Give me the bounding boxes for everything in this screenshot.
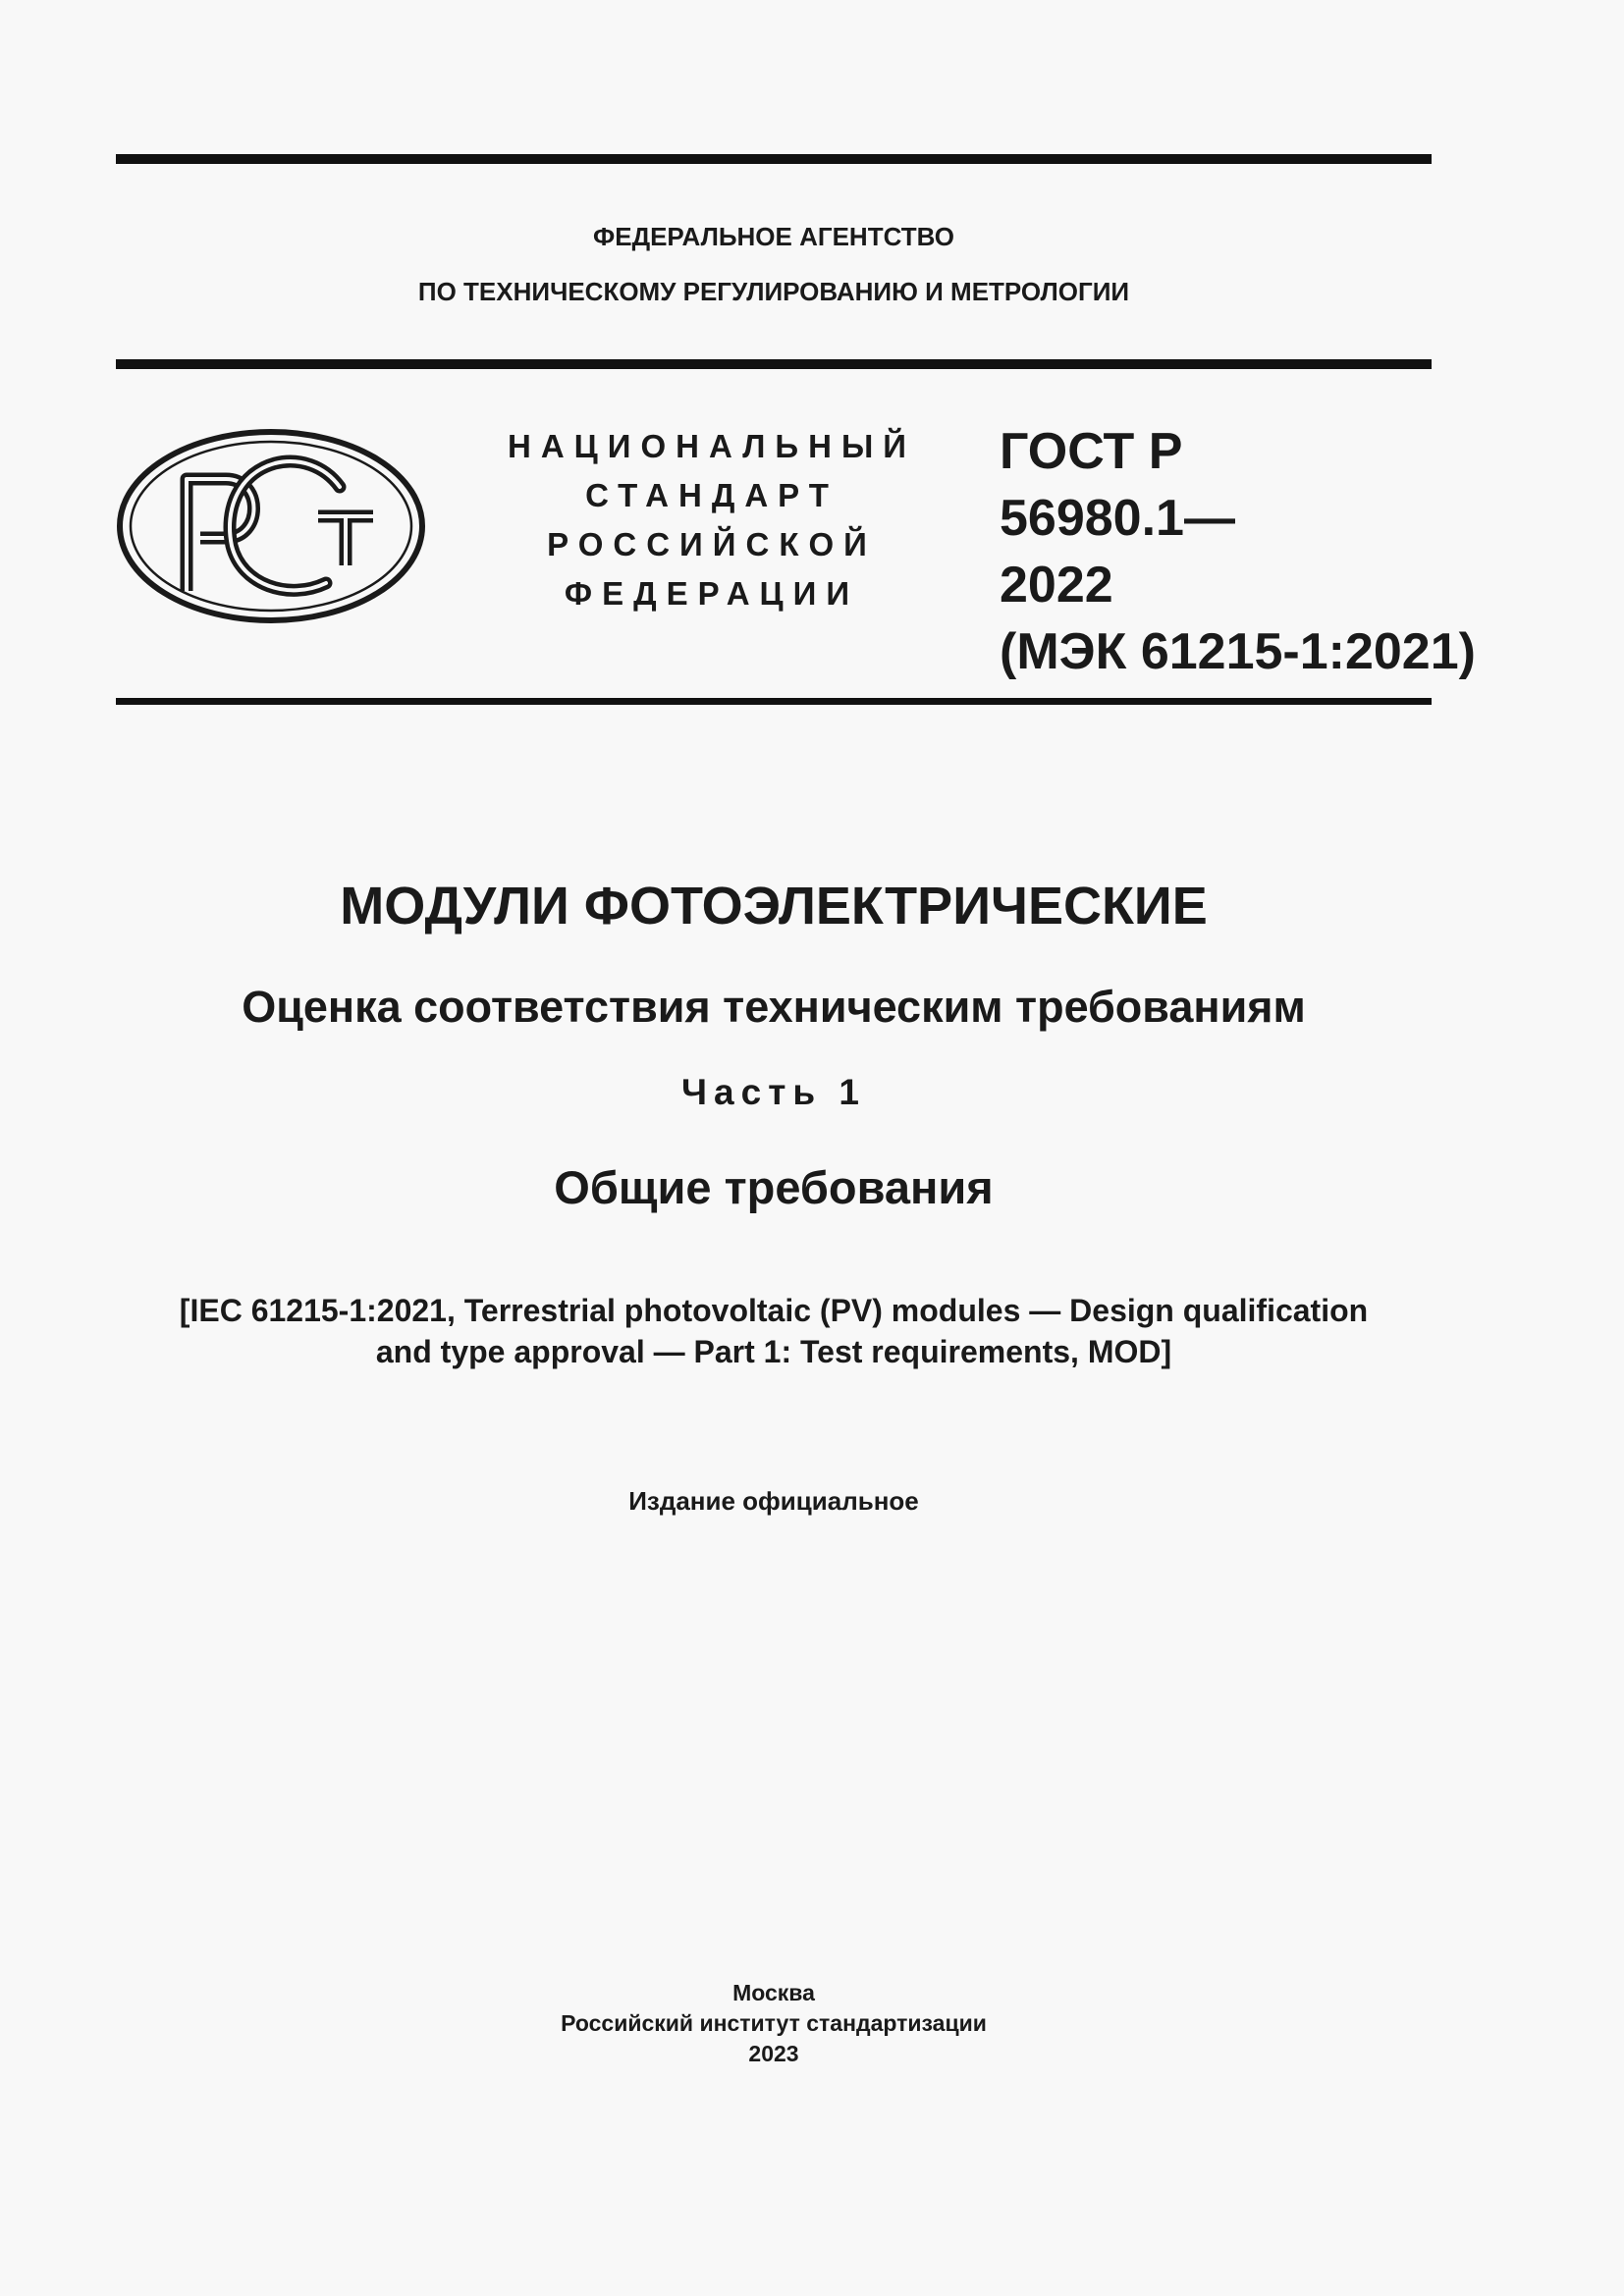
- national-standard-line: НАЦИОНАЛЬНЫЙ: [508, 428, 916, 464]
- national-standard-line: ФЕДЕРАЦИИ: [564, 575, 860, 612]
- agency-line-2: ПО ТЕХНИЧЕСКОМУ РЕГУЛИРОВАНИЮ И МЕТРОЛОГИИ: [417, 277, 1130, 306]
- international-reference: [116, 1290, 1432, 1372]
- middle-rule: [116, 359, 1432, 369]
- national-standard-line: РОССИЙСКОЙ: [547, 526, 877, 562]
- imprint-year: 2023: [748, 2041, 799, 2066]
- standard-number-line: ГОСТ Р: [1000, 423, 1183, 480]
- document-part: Часть 1: [681, 1072, 866, 1112]
- header-bottom-rule: [116, 698, 1432, 705]
- imprint-city: Москва: [732, 1980, 815, 2005]
- standard-number-line: 56980.1—: [1000, 490, 1235, 547]
- national-standard-label: [496, 422, 928, 618]
- standard-number: [1000, 418, 1476, 685]
- document-subtitle: Оценка соответствия техническим требованиям: [242, 982, 1306, 1032]
- reference-line: [IEC 61215-1:2021, Terrestrial photovoltaic (PV) modules — Design qualification: [179, 1293, 1369, 1328]
- rst-conformity-mark-icon: [116, 428, 426, 624]
- edition-label: Издание официальное: [628, 1486, 919, 1516]
- standard-number-line: 2022: [1000, 557, 1113, 614]
- reference-line: and type approval — Part 1: Test requirements, MOD]: [375, 1334, 1172, 1369]
- imprint-publisher: Российский институт стандартизации: [561, 2010, 987, 2036]
- top-rule: [116, 154, 1432, 164]
- document-title: МОДУЛИ ФОТОЭЛЕКТРИЧЕСКИЕ: [340, 877, 1208, 935]
- agency-line-1: ФЕДЕРАЛЬНОЕ АГЕНТСТВО: [593, 222, 954, 251]
- national-standard-line: СТАНДАРТ: [585, 477, 839, 513]
- document-section-title: Общие требования: [554, 1161, 994, 1213]
- imprint: [116, 1978, 1432, 2069]
- standard-number-line: (МЭК 61215-1:2021): [1000, 623, 1476, 680]
